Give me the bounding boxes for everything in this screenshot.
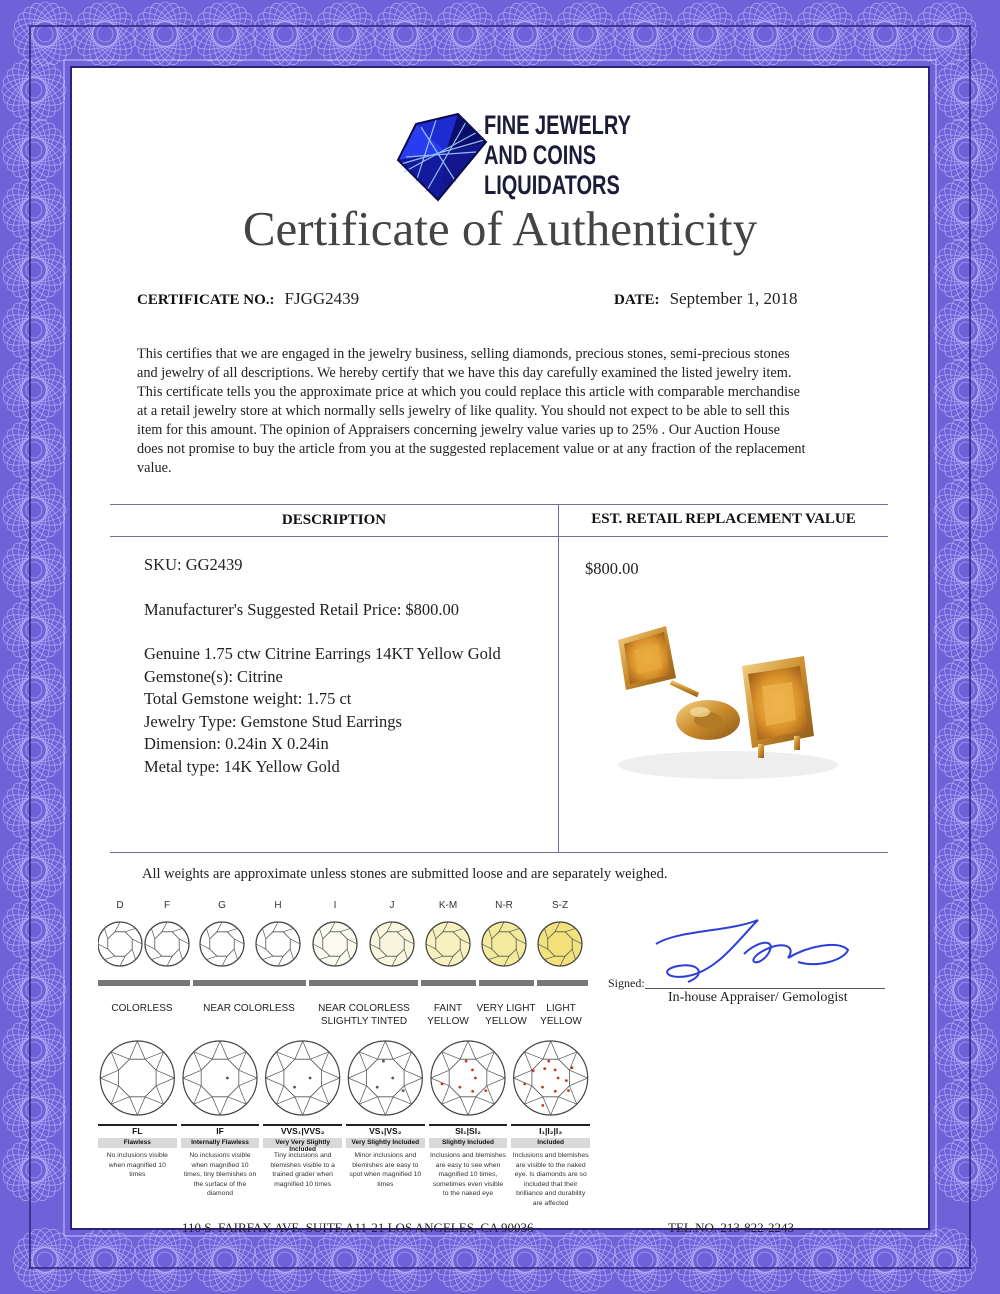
signed-label: Signed: [608,976,645,990]
detail-line: Gemstone(s): Citrine [144,666,283,686]
clarity-code: VVS₁|VVS₂ [280,1126,325,1136]
color-scale-chart [98,900,588,1040]
sku: SKU: GG2439 [144,555,243,574]
clarity-code: SI₁|SI₂ [455,1126,481,1136]
signature-image [648,910,858,990]
clarity-diamond-icon [431,1041,505,1115]
msrp: Manufacturer's Suggested Retail Price: $800.00 [144,600,460,619]
intro-line: at a retail jewelry store at which normally sells jewelry of like quality. You should not expect to be able to sell this [137,403,790,419]
clarity-diamond-icon [514,1041,588,1115]
intro-line: and jewelry of all descriptions. We hereby certify that we have this day carefully examined the listed jewelry item. [137,365,792,381]
retail-value: $800.00 [585,559,639,578]
intro-line: This certificate tells you the approximate price at which you could replace this article with comparable merchandise [137,384,800,400]
clarity-name: Very Slightly Included [351,1139,420,1146]
color-letter: N-R [495,900,513,911]
color-group-label: NEAR COLORLESS SLIGHTLY TINTED [318,1003,410,1027]
clarity-name: Internally Flawless [191,1139,249,1146]
color-diamond-icon [98,922,142,966]
intro-line: does not promise to buy the article from you at the suggested replacement value or at any fraction of the replacement [137,441,806,457]
intro-line: item for this amount. The opinion of Appraisers concerning jewelry value varies up to 25% . Our Auction House [137,422,780,438]
detail-line: Total Gemstone weight: 1.75 ct [144,689,352,708]
intro-line: This certifies that we are engaged in the jewelry business, selling diamonds, precious stones, semi-precious stones [137,346,790,362]
company-logo [396,108,636,208]
detail-line: Dimension: 0.24in X 0.24in [144,734,329,753]
color-diamond-icon [145,922,189,966]
logo-line-2: AND COINS [484,140,597,170]
weights-note: All weights are approximate unless stones are submitted loose and are separately weighed. [142,866,668,882]
earrings-image [608,620,858,785]
detail-line: Genuine 1.75 ctw Citrine Earrings 14KT Yellow Gold [144,644,501,663]
item-details [144,643,501,778]
certificate-date: September 1, 2018 [669,289,798,308]
clarity-name: Very Very Slightly Included [275,1139,330,1153]
clarity-scale-chart [96,1034,592,1214]
clarity-diamond-row [96,1034,592,1130]
clarity-name: Included [537,1139,565,1146]
clarity-name: Slightly Included [441,1139,494,1146]
color-group-label: LIGHT YELLOW [540,1003,582,1027]
clarity-diamond-icon [266,1041,340,1115]
certificate-number-row [137,289,359,309]
logo-line-3: LIQUIDATORS [484,170,620,200]
clarity-code: I₁|I₂|I₃ [539,1126,563,1136]
clarity-description: Minor inclusions and blemishes are easy to spot when magnified 10 times [349,1152,422,1188]
color-letter: F [163,900,171,911]
color-letter: G [218,900,226,911]
table-column-divider [558,504,559,852]
color-letter: D [116,900,124,911]
clarity-diamond-icon [348,1041,422,1115]
clarity-diamond-icon [100,1041,174,1115]
intro-paragraph [137,345,877,478]
logo-line-1: FINE JEWELRY [484,110,631,140]
clarity-diamond-icon [183,1041,257,1115]
color-group-label: COLORLESS [111,1003,173,1014]
color-letter: S-Z [551,900,569,911]
table-bottom-rule [110,852,888,853]
date-label: DATE: [614,292,660,308]
clarity-name: Flawless [123,1139,151,1146]
clarity-code: FL [132,1126,143,1136]
color-group-label: VERY LIGHT YELLOW [476,1003,536,1027]
detail-line: Jewelry Type: Gemstone Stud Earrings [144,711,402,731]
intro-line: value. [137,460,172,476]
clarity-code: VS₁|VS₂ [369,1126,402,1136]
table-header-rule [110,536,888,537]
color-diamond-icon [200,922,244,966]
certificate-number: FJGG2439 [284,289,360,308]
clarity-code: IF [216,1126,224,1136]
color-letter: I [333,900,337,911]
value-header: EST. RETAIL REPLACEMENT VALUE [591,511,856,527]
color-diamond-icon [426,922,470,966]
color-diamond-icon [256,922,300,966]
color-diamond-icon [370,922,414,966]
detail-line: Metal type: 14K Yellow Gold [144,756,340,776]
footer-address: 110 S. FAIRFAX AVE. SUITE A11-21 LOS ANGELES, CA 90036 [182,1220,534,1235]
color-group-label: FAINT YELLOW [427,1003,469,1027]
color-group-label: NEAR COLORLESS [203,1003,295,1014]
color-diamond-row [98,918,588,1008]
color-letter: K-M [438,900,458,911]
footer-phone: TEL.NO. 213-822-2243 [668,1220,795,1235]
color-diamond-icon [482,922,526,966]
certificate-title: Certificate of Authenticity [242,201,758,256]
clarity-description: No inclusions visible when magnified 10 times [106,1152,168,1178]
clarity-description: No inclusions visible when magnified 10 times, tiny blemishes on the surface of the diamond [183,1152,257,1197]
clarity-description: Tiny inclusions and blemishes visible to a trained grader when magnified 10 times [270,1152,335,1188]
color-diamond-icon [313,922,357,966]
date-row [614,289,798,309]
table-top-rule [110,504,888,505]
clarity-description: Inclusions and blemishes are visible to the naked eye. Is diamonds are so included that their brilliance and durability are affected [512,1152,589,1207]
description-header: DESCRIPTION [281,512,387,528]
color-letter: H [274,900,282,911]
appraiser-title: In-house Appraiser/ Gemologist [668,990,848,1005]
certificate-number-label: CERTIFICATE NO.: [137,292,275,308]
clarity-description: Inclusions and blemishes are easy to see when magnified 10 times, sometimes even visible to the naked eye [430,1152,506,1197]
color-letter: J [389,900,395,911]
gem-logo-icon [396,112,491,202]
color-diamond-icon [538,922,582,966]
